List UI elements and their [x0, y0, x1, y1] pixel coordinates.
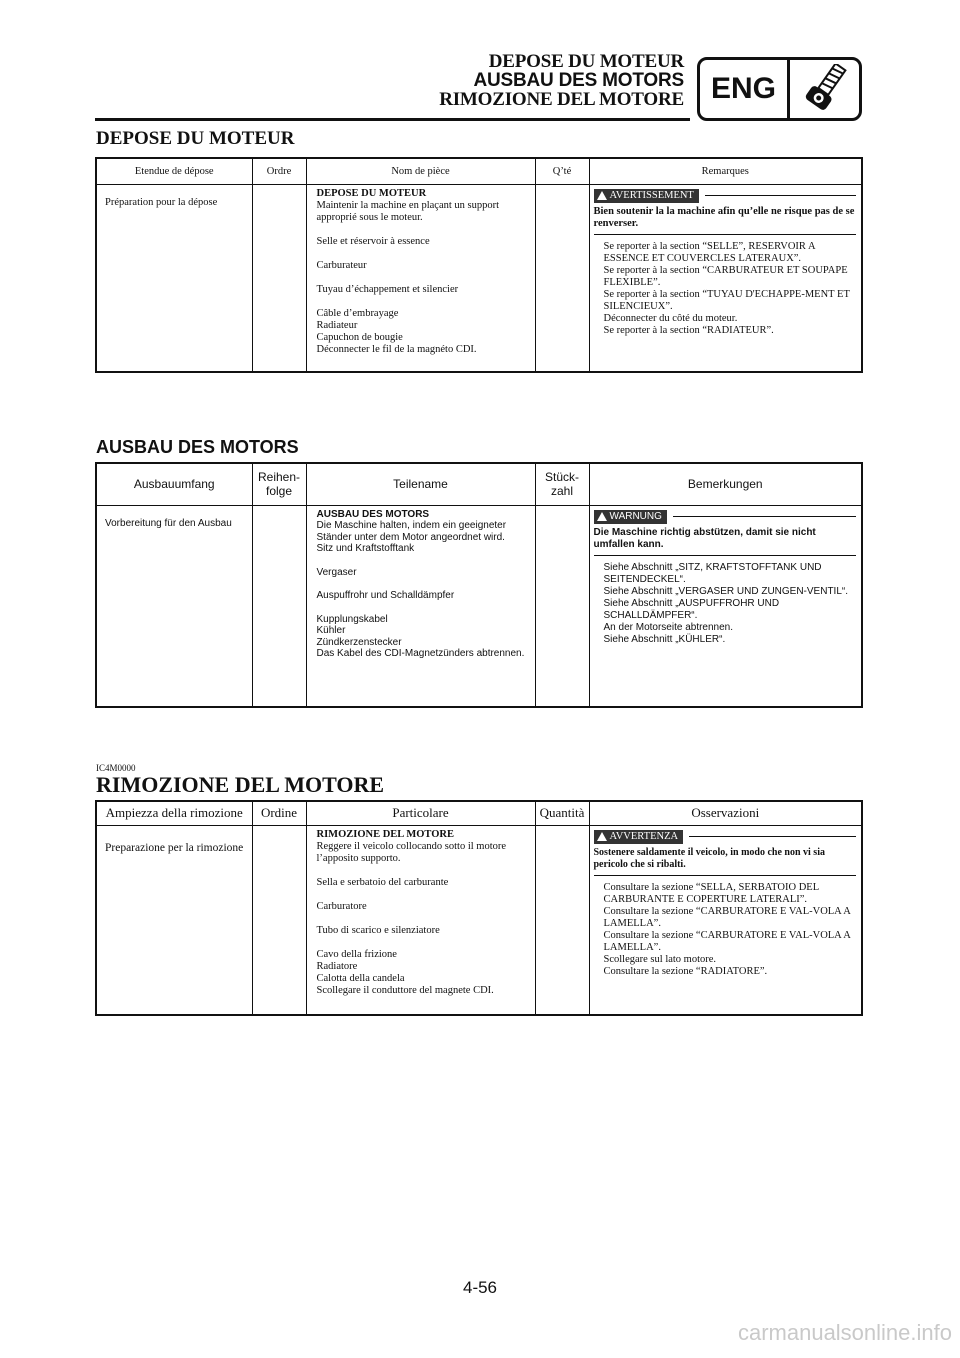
list-item: Reggere il veicolo collocando sotto il motore l’apposito supporto.	[316, 840, 507, 864]
qty-cell	[535, 184, 589, 372]
list-item: Déconnecter le fil de la magnéto CDI.	[316, 343, 477, 355]
list-item: Se reporter à la section “RADIATEUR”.	[603, 325, 774, 336]
list-item: Scollegare sul lato motore.	[603, 954, 717, 965]
list-item: Scollegare il conduttore del magnete CDI.	[316, 984, 494, 996]
list-item: Sitz und Kraftstofftank	[316, 543, 415, 554]
section-title-fr: DEPOSE DU MOTEUR	[96, 128, 295, 149]
qty-cell	[535, 505, 589, 707]
warning-text: Bien soutenir la la machine afin qu’elle ne risque pas de se renverser.	[593, 205, 855, 229]
list-item: Consultare la sezione “SELLA, SERBATOIO DEL CARBURANTE E COPERTURE LATERALI”.	[603, 882, 819, 905]
list-item: Capuchon de bougie	[316, 331, 403, 343]
list-item: Câble d’embrayage	[316, 307, 399, 319]
order-cell	[252, 184, 306, 372]
list-item: Das Kabel des CDI-Magnetzünders abtrennen.	[316, 648, 525, 659]
warning-header	[594, 830, 857, 844]
warning-triangle-icon	[597, 512, 607, 521]
list-item: AUSBAU DES MOTORS	[316, 508, 430, 520]
list-item: Siehe Abschnitt „SITZ, KRAFTSTOFFTANK UND SEITENDECKEL“.	[603, 562, 822, 585]
column-header: Reihen- folge	[252, 463, 306, 505]
remarks-list	[594, 882, 857, 978]
list-item: Kupplungskabel	[316, 613, 388, 625]
list-item: Se reporter à la section “TUYAU D'ECHAPPE-MENT ET SILENCIEUX”.	[603, 289, 850, 312]
order-cell	[252, 505, 306, 707]
remarks-fr	[590, 185, 862, 346]
remarks-it	[590, 826, 862, 987]
table-it	[95, 800, 863, 1016]
warning-badge: AVERTISSEMENT	[594, 189, 699, 203]
warning-triangle-icon	[597, 191, 607, 200]
scope-cell: Vorbereitung für den Ausbau	[105, 517, 232, 529]
column-header: Quantità	[535, 801, 589, 825]
warning-text: Die Maschine richtig abstützen, damit sie nicht umfallen kann.	[593, 526, 816, 550]
list-item: An der Motorseite abtrennen.	[603, 622, 734, 633]
parts-list-it	[307, 826, 535, 1001]
list-item: Consultare la sezione “RADIATORE”.	[603, 966, 768, 977]
column-header: Bemerkungen	[589, 463, 862, 505]
table-fr	[95, 157, 863, 373]
list-item: Calotta della candela	[316, 972, 405, 984]
list-item: DEPOSE DU MOTEUR	[316, 187, 427, 199]
list-item: Carburateur	[316, 259, 367, 271]
column-header: Etendue de dépose	[96, 158, 252, 184]
table-de	[95, 462, 863, 708]
header-title-fr: DEPOSE DU MOTEUR	[488, 51, 684, 72]
list-item: RIMOZIONE DEL MOTORE	[316, 828, 454, 840]
warning-text: Sostenere saldamente il veicolo, in modo che non vi sia pericolo che si ribalti.	[593, 846, 825, 870]
list-item: Cavo della frizione	[316, 948, 397, 960]
section-badge-label: ENG	[700, 60, 790, 118]
watermark: carmanualsonline.info	[737, 1320, 952, 1345]
remarks-list	[594, 562, 857, 646]
list-item: Carburatore	[316, 900, 367, 912]
list-item: Se reporter à la section “CARBURATEUR ET SOUPAPE FLEXIBLE”.	[603, 265, 848, 288]
list-item: Consultare la sezione “CARBURATORE E VAL-VOLA A LAMELLA”.	[603, 906, 851, 929]
column-header: Ordre	[252, 158, 306, 184]
list-item: Tuyau d’échappement et silencier	[316, 283, 459, 295]
column-header: Nom de pièce	[306, 158, 535, 184]
qty-cell	[535, 825, 589, 1015]
list-item: Zündkerzenstecker	[316, 636, 402, 648]
section-title-de: AUSBAU DES MOTORS	[96, 437, 299, 457]
column-header: Q’té	[535, 158, 589, 184]
section-title-it: RIMOZIONE DEL MOTORE	[96, 772, 385, 797]
list-item: Siehe Abschnitt „VERGASER UND ZUNGEN-VENTIL“.	[603, 586, 849, 597]
order-cell	[252, 825, 306, 1015]
page-number: 4-56	[462, 1278, 498, 1297]
column-header: Ampiezza della rimozione	[96, 801, 252, 825]
header-titles	[439, 52, 684, 109]
remarks-de	[590, 506, 862, 655]
list-item: Déconnecter du côté du moteur.	[603, 313, 738, 324]
list-item: Siehe Abschnitt „KÜHLER“.	[603, 634, 726, 645]
list-item: Se reporter à la section “SELLE”, RESERVOIR A ESSENCE ET COUVERCLES LATERAUX”.	[603, 241, 815, 264]
column-header: Ordine	[252, 801, 306, 825]
list-item: Die Maschine halten, indem ein geeigneter Ständer unter dem Motor angeordnet wird.	[316, 520, 507, 543]
list-item: Kühler	[316, 625, 346, 636]
list-item: Auspuffrohr und Schalldämpfer	[316, 590, 455, 601]
column-header: Remarques	[589, 158, 862, 184]
column-header: Stück- zahl	[535, 463, 589, 505]
remarks-list	[594, 241, 857, 337]
list-item: Tubo di scarico e silenziatore	[316, 924, 440, 936]
column-header: Teilename	[306, 463, 535, 505]
list-item: Selle et réservoir à essence	[316, 235, 430, 247]
scope-cell: Préparation pour la dépose	[105, 196, 218, 208]
header-title-de: AUSBAU DES MOTORS	[473, 70, 684, 91]
column-header: Ausbauumfang	[96, 463, 252, 505]
list-item: Radiateur	[316, 319, 358, 331]
warning-triangle-icon	[597, 832, 607, 841]
list-item: Siehe Abschnitt „AUSPUFFROHR UND SCHALLDÄMPFER“.	[603, 598, 780, 621]
column-header: Osservazioni	[589, 801, 862, 825]
list-item: Radiatore	[316, 960, 358, 972]
list-item: Sella e serbatoio del carburante	[316, 876, 449, 888]
section-badge	[697, 57, 862, 121]
parts-list-fr	[307, 185, 535, 360]
header-title-it: RIMOZIONE DEL MOTORE	[439, 89, 684, 110]
list-item: Maintenir la machine en plaçant un support approprié sous le moteur.	[316, 199, 500, 223]
warning-header	[594, 510, 857, 524]
list-item: Vergaser	[316, 566, 357, 578]
parts-list-de	[307, 506, 535, 664]
list-item: Consultare la sezione “CARBURATORE E VAL-VOLA A LAMELLA”.	[603, 930, 851, 953]
engine-bolt-icon	[790, 60, 859, 118]
warning-badge: AVVERTENZA	[594, 830, 684, 844]
header-rule	[95, 118, 690, 121]
warning-badge: WARNUNG	[594, 510, 667, 524]
section-code: IC4M0000	[96, 763, 136, 773]
scope-cell: Preparazione per la rimozione	[105, 841, 244, 854]
warning-header	[594, 189, 857, 203]
column-header: Particolare	[306, 801, 535, 825]
